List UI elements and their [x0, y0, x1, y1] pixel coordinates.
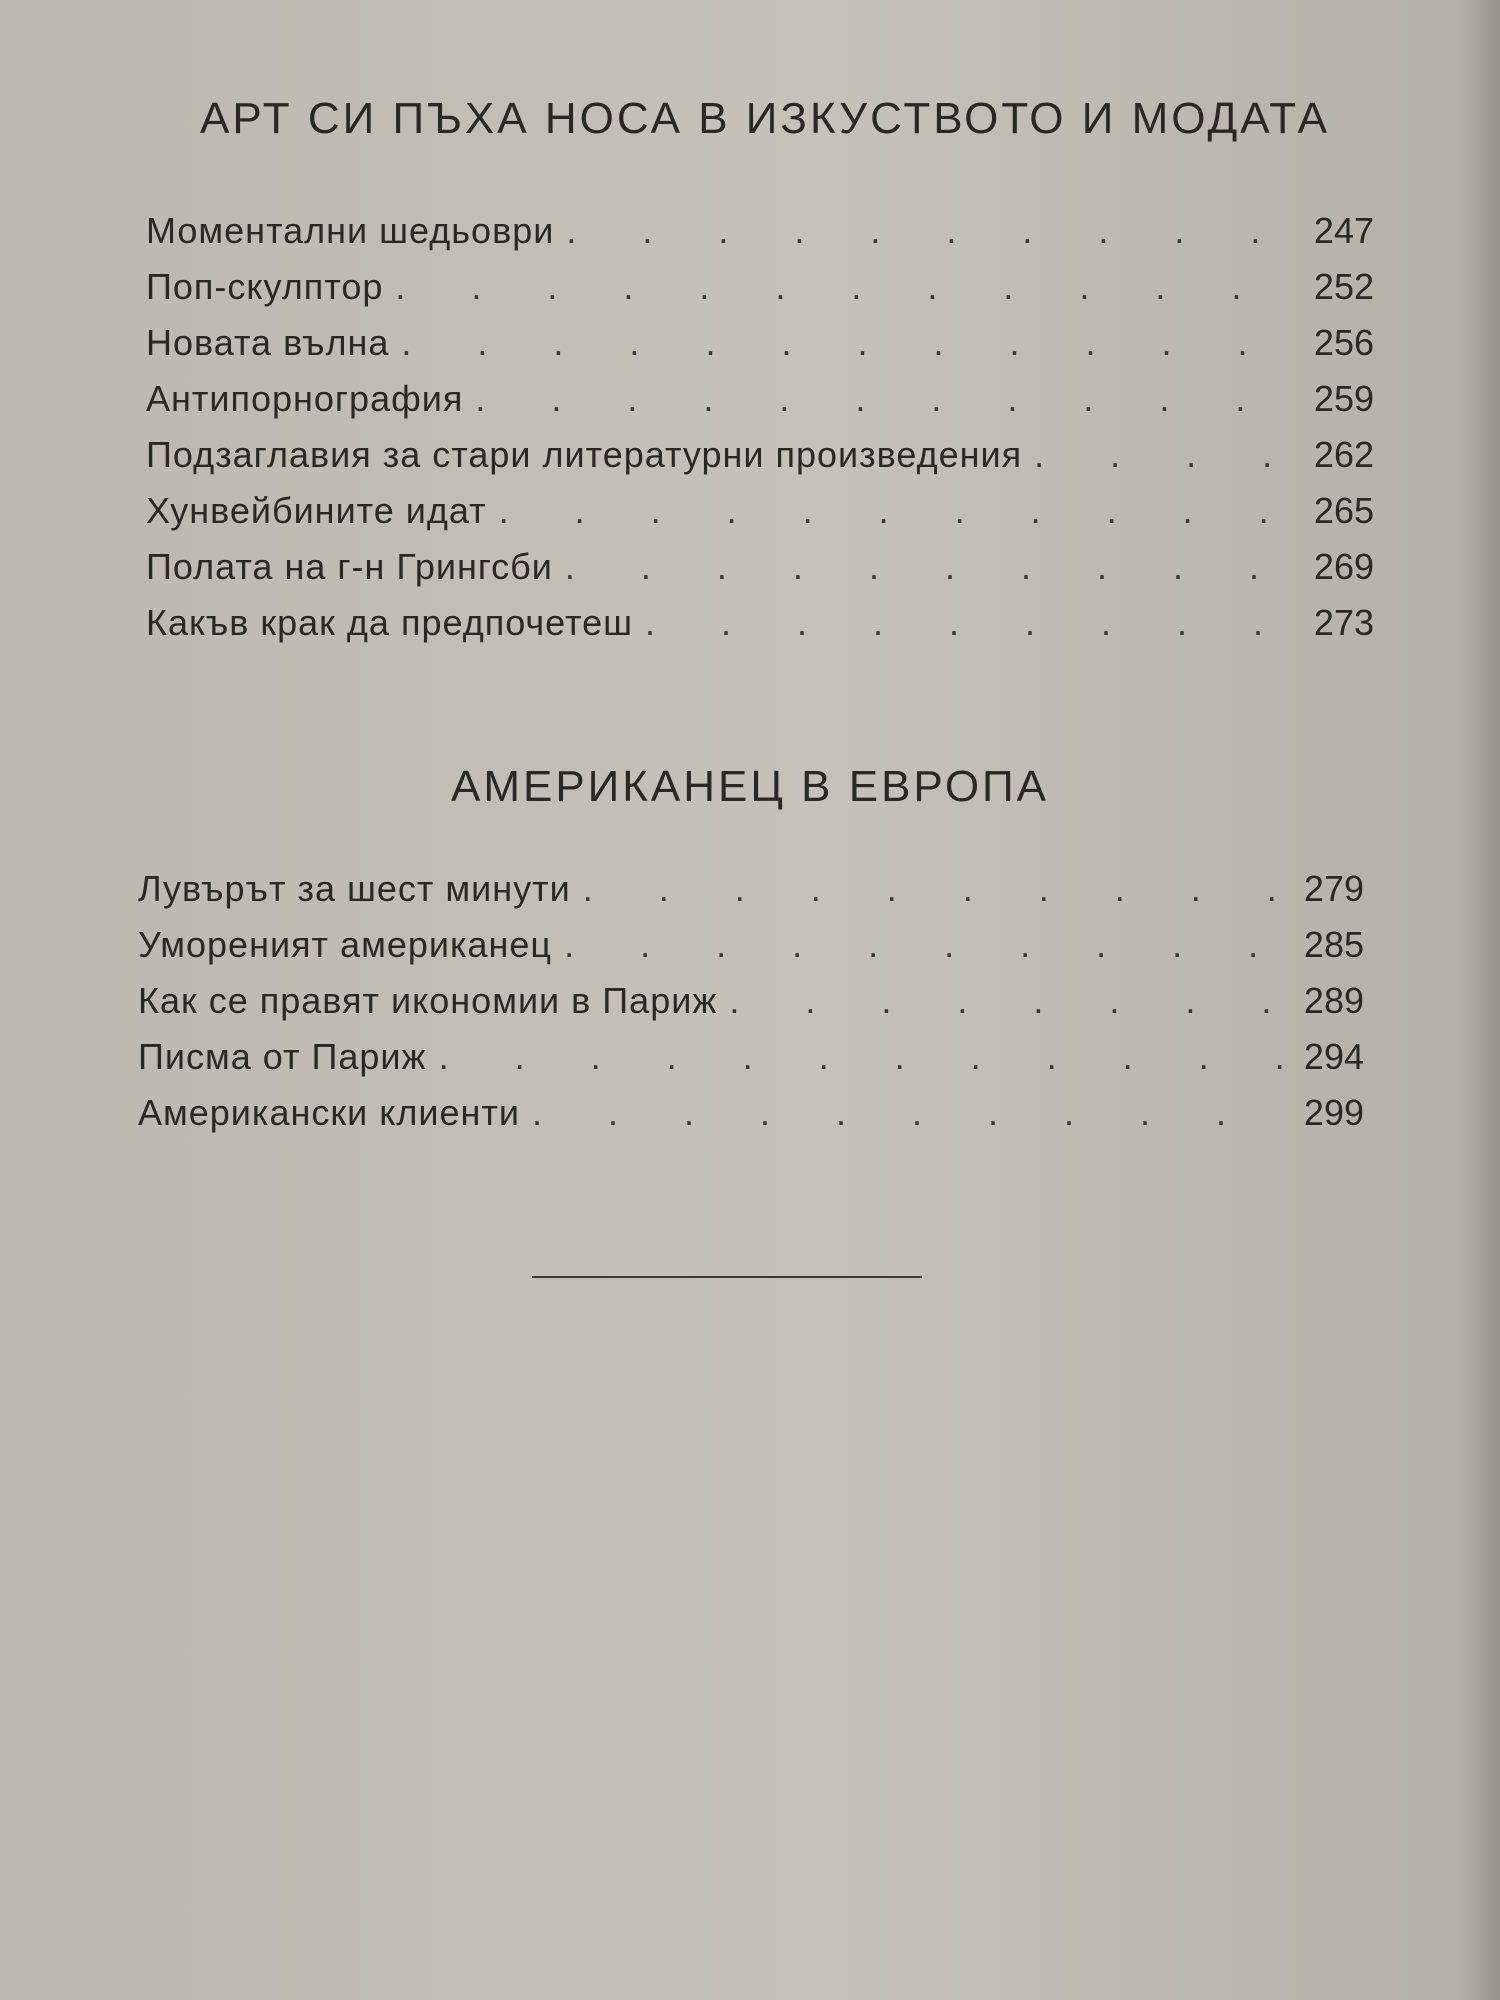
- toc-entry-title: Как се правят икономии в Париж: [138, 980, 718, 1021]
- toc-entry-title: Какъв крак да предпочетеш: [146, 602, 633, 643]
- toc-list-art: [146, 210, 1374, 658]
- dot-leader: [564, 924, 1288, 966]
- toc-entry-title: Хунвейбините идат: [146, 490, 487, 531]
- section-end-rule: [532, 1276, 922, 1278]
- toc-entry: [146, 322, 1374, 378]
- toc-entry-title: Лувърът за шест минути: [138, 868, 571, 909]
- toc-page-number: 279: [1303, 868, 1364, 909]
- toc-entry-title: Поп-скулптор: [146, 266, 384, 307]
- toc-entry: [146, 490, 1374, 546]
- toc-page-number: 259: [1313, 378, 1374, 419]
- toc-entry-title: Моментални шедьоври: [146, 210, 555, 251]
- toc-entry-title: Антипорнография: [146, 378, 464, 419]
- toc-page-number: 273: [1313, 602, 1374, 643]
- toc-page-number: 256: [1313, 322, 1374, 363]
- dot-leader: [1034, 434, 1298, 476]
- dot-leader: [729, 980, 1288, 1022]
- dot-leader: [532, 1092, 1288, 1134]
- toc-page-number: 299: [1303, 1092, 1364, 1133]
- toc-entry: [138, 1036, 1364, 1092]
- toc-page-number: 289: [1303, 980, 1364, 1021]
- toc-entry-title: Писма от Париж: [138, 1036, 427, 1077]
- toc-entry: [138, 980, 1364, 1036]
- dot-leader: [583, 868, 1288, 910]
- toc-page-number: 285: [1303, 924, 1364, 965]
- toc-page-number: 294: [1303, 1036, 1364, 1077]
- toc-entry-title: Новата вълна: [146, 322, 390, 363]
- toc-entry: [138, 1092, 1364, 1148]
- dot-leader: [439, 1036, 1288, 1078]
- toc-entry: [138, 924, 1364, 980]
- page-gutter-shadow: [1460, 0, 1500, 2000]
- dot-leader: [565, 546, 1298, 588]
- toc-entry: [146, 602, 1374, 658]
- section-title-europe: АМЕРИКАНЕЦ В ЕВРОПА: [450, 762, 1050, 811]
- toc-list-europe: [138, 868, 1364, 1148]
- dot-leader: [645, 602, 1298, 644]
- dot-leader: [395, 266, 1298, 308]
- dot-leader: [499, 490, 1298, 532]
- toc-entry-title: Умореният американец: [138, 924, 553, 965]
- dot-leader: [566, 210, 1298, 252]
- toc-page-number: 252: [1313, 266, 1374, 307]
- dot-leader: [401, 322, 1298, 364]
- toc-entry-title: Подзаглавия за стари литературни произведения: [146, 434, 1023, 475]
- toc-entry-title: Американски клиенти: [138, 1092, 520, 1133]
- toc-page-number: 269: [1313, 546, 1374, 587]
- toc-entry: [146, 210, 1374, 266]
- toc-entry: [146, 546, 1374, 602]
- toc-entry: [138, 868, 1364, 924]
- toc-entry: [146, 378, 1374, 434]
- toc-page-number: 265: [1313, 490, 1374, 531]
- toc-page-number: 247: [1313, 210, 1374, 251]
- toc-entry: [146, 434, 1374, 490]
- section-title-art: АРТ СИ ПЪХА НОСА В ИЗКУСТВОТО И МОДАТА: [200, 94, 1330, 143]
- toc-page-number: 262: [1313, 434, 1374, 475]
- toc-entry-title: Полата на г-н Грингсби: [146, 546, 553, 587]
- dot-leader: [475, 378, 1298, 420]
- toc-entry: [146, 266, 1374, 322]
